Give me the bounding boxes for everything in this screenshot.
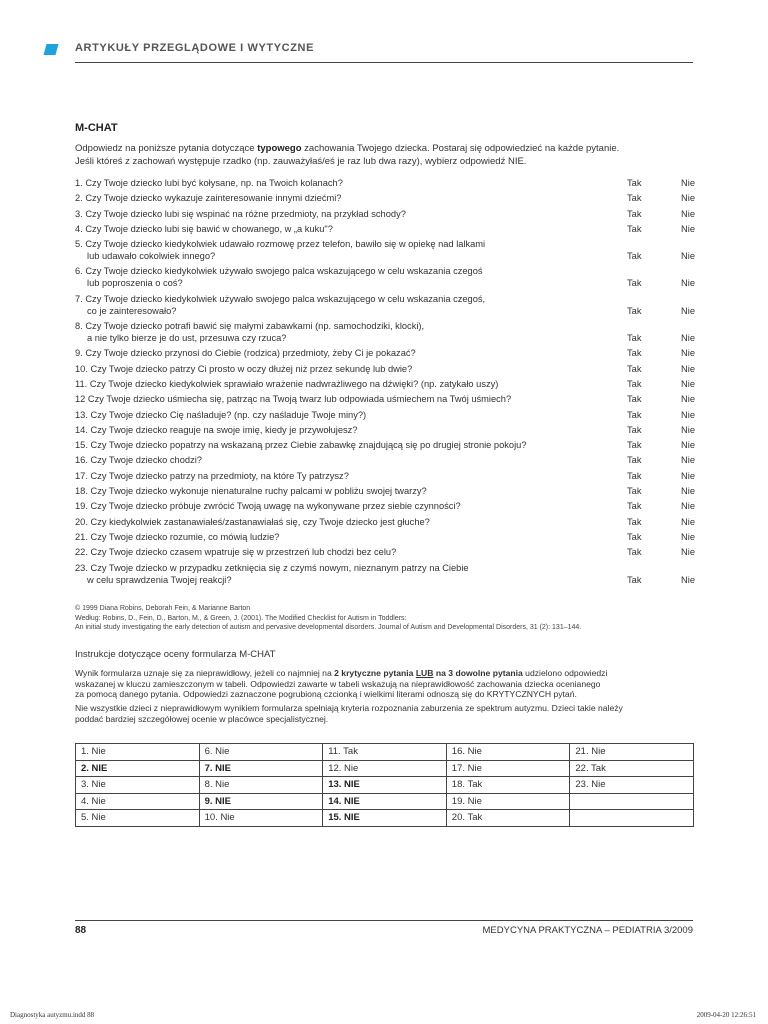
instr-bold-critical: 2 krytyczne pytania — [334, 668, 414, 678]
answer-key-cell: 19. Nie — [446, 793, 570, 810]
answer-yes[interactable]: Tak — [627, 278, 642, 289]
answer-yes[interactable]: Tak — [627, 178, 642, 188]
question-row — [75, 485, 695, 497]
answer-yes[interactable]: Tak — [627, 424, 642, 435]
question-text — [75, 265, 627, 289]
question-text — [75, 562, 627, 586]
answer-key-cell: 22. Tak — [570, 760, 694, 777]
question-row — [75, 363, 695, 375]
question-row — [75, 223, 695, 235]
instr2-line-2: poddać bardziej szczegółowej ocenie w placówce specjalistycznej. — [75, 713, 329, 724]
answer-yes[interactable]: Tak — [627, 394, 642, 405]
question-line-1: 17. Czy Twoje dziecko patrzy na przedmioty, na które Ty patrzysz? — [75, 470, 349, 481]
page-number: 88 — [75, 925, 87, 936]
answer-key-cell: 1. Nie — [76, 744, 200, 761]
question-text — [75, 393, 627, 405]
answer-yes[interactable]: Tak — [627, 223, 642, 234]
question-text — [75, 363, 627, 375]
question-text — [75, 192, 627, 204]
question-line-1: 6. Czy Twoje dziecko kiedykolwiek używało swojego palca wskazującego w celu wskazania czegoś — [75, 266, 483, 277]
answer-key-cell: 9. NIE — [199, 793, 323, 810]
answer-no[interactable]: Nie — [681, 378, 695, 389]
question-row — [75, 208, 695, 220]
instr2-line-1: Nie wszystkie dzieci z nieprawidłowym wynikiem formularza spełniają kryteria rozpoznania zaburzenia ze spektrum autyzmu. Dzieci takie należy — [75, 703, 623, 713]
question-row — [75, 293, 695, 317]
answer-no[interactable]: Nie — [681, 363, 695, 374]
answer-key-cell: 14. NIE — [323, 793, 447, 810]
intro-text-1: Odpowiedz na poniższe pytania dotyczące — [75, 143, 258, 154]
answer-key-cell — [570, 793, 694, 810]
question-line-2: a nie tylko bierze je do ust, przesuwa czy rzuca? — [87, 333, 287, 344]
answer-key-cell: 5. Nie — [76, 810, 200, 827]
question-line-1: 2. Czy Twoje dziecko wykazuje zainteresowanie innymi dziećmi? — [75, 193, 342, 204]
answer-key-row — [76, 760, 694, 777]
answer-no[interactable]: Nie — [681, 455, 695, 466]
question-row — [75, 546, 695, 558]
question-row — [75, 265, 695, 289]
mchat-intro — [75, 142, 695, 168]
intro-line-2: Jeśli któreś z zachowań występuje rzadko (np. zauważyłaś/eś je raz lub dwa razy), wybierz odpowiedź NIE. — [75, 156, 527, 167]
answer-no[interactable]: Nie — [681, 531, 695, 542]
answer-key-cell: 12. Nie — [323, 760, 447, 777]
answer-no[interactable]: Nie — [681, 348, 695, 359]
source-line-2: An initial study investigating the early detection of autism and pervasive developmental disorders. Journal of Autism and Developmental Disorders, 31 (2): 131–144. — [75, 624, 582, 631]
answer-key-cell: 20. Tak — [446, 810, 570, 827]
question-text — [75, 439, 627, 451]
header-rule — [75, 62, 693, 63]
question-line-1: 13. Czy Twoje dziecko Cię naśladuje? (np. czy naśladuje Twoje miny?) — [75, 409, 367, 420]
answer-yes[interactable]: Tak — [627, 251, 642, 262]
answer-key-cell: 13. NIE — [323, 777, 447, 794]
question-line-1: 23. Czy Twoje dziecko w przypadku zetknięcia się z czymś nowym, nieznanym patrzy na Ciebie — [75, 562, 469, 573]
question-row — [75, 192, 695, 204]
answer-no[interactable]: Nie — [681, 470, 695, 481]
question-text — [75, 177, 627, 189]
answer-key-cell: 16. Nie — [446, 744, 570, 761]
answer-no[interactable]: Nie — [681, 547, 695, 558]
question-text — [75, 320, 627, 344]
print-slug-timestamp: 2009-04-20 12:26:51 — [696, 1011, 756, 1019]
answer-key-cell: 17. Nie — [446, 760, 570, 777]
question-line-1: 1. Czy Twoje dziecko lubi być kołysane, np. na Twoich kolanach? — [75, 178, 343, 188]
answer-no[interactable]: Nie — [681, 574, 695, 585]
answer-key-cell: 3. Nie — [76, 777, 200, 794]
question-text — [75, 208, 627, 220]
intro-text-2: zachowania Twojego dziecka. Postaraj się odpowiedzieć na każde pytanie. — [301, 143, 620, 154]
answer-key-cell: 7. NIE — [199, 760, 323, 777]
instructions-paragraph-1 — [75, 668, 695, 700]
question-text — [75, 500, 627, 512]
instr-text-a: Wynik formularza uznaje się za nieprawidłowy, jeżeli co najmniej na — [75, 668, 335, 678]
section-marker — [44, 44, 59, 55]
question-text — [75, 293, 627, 317]
answer-no[interactable]: Nie — [681, 440, 695, 451]
question-row — [75, 516, 695, 528]
question-line-1: 16. Czy Twoje dziecko chodzi? — [75, 455, 202, 466]
intro-bold: typowego — [257, 143, 302, 154]
section-title: ARTYKUŁY PRZEGLĄDOWE I WYTYCZNE — [75, 42, 315, 54]
print-slug-file: Diagnostyka autyzmu.indd 88 — [10, 1011, 95, 1019]
question-line-1: 10. Czy Twoje dziecko patrzy Ci prosto w oczy dłużej niż przez sekundę lub dwie? — [75, 363, 413, 374]
question-line-1: 19. Czy Twoje dziecko próbuje zwrócić Twoją uwagę na wykonywane przez siebie czynności? — [75, 501, 461, 512]
answer-yes[interactable]: Tak — [627, 531, 642, 542]
question-line-2: lub poproszenia o coś? — [87, 278, 183, 289]
question-line-1: 8. Czy Twoje dziecko potrafi bawić się małymi zabawkami (np. samochodziki, klocki), — [75, 321, 425, 332]
answer-yes[interactable]: Tak — [627, 470, 642, 481]
answer-yes[interactable]: Tak — [627, 574, 642, 585]
answer-no[interactable]: Nie — [681, 178, 695, 188]
answer-no[interactable]: Nie — [681, 251, 695, 262]
instructions-title: Instrukcje dotyczące oceny formularza M-CHAT — [75, 649, 276, 660]
question-text — [75, 470, 627, 482]
question-row — [75, 424, 695, 436]
question-line-2: lub udawało cokolwiek innego? — [87, 251, 216, 262]
answer-no[interactable]: Nie — [681, 193, 695, 204]
question-line-1: 4. Czy Twoje dziecko lubi się bawić w chowanego, w „a kuku"? — [75, 223, 333, 234]
instr-line-2: wskazanej w kluczu zamieszczonym w tabeli. Odpowiedzi zawarte w tabeli wskazują na nieprawidłowość zachowania dziecka ocenianego — [75, 678, 601, 689]
source-line-1: Według: Robins, D., Fein, D., Barton, M., & Green, J. (2001). The Modified Checklist for Autism in Toddlers: — [75, 614, 407, 622]
answer-yes[interactable]: Tak — [627, 501, 642, 512]
answer-key-cell: 4. Nie — [76, 793, 200, 810]
footer-rule — [75, 920, 693, 921]
question-text — [75, 531, 627, 543]
question-row — [75, 454, 695, 466]
question-row — [75, 409, 695, 421]
question-text — [75, 454, 627, 466]
answer-yes[interactable]: Tak — [627, 363, 642, 374]
answer-no[interactable]: Nie — [681, 394, 695, 405]
question-row — [75, 393, 695, 405]
question-row — [75, 378, 695, 390]
answer-key-cell: 18. Tak — [446, 777, 570, 794]
question-line-1: 7. Czy Twoje dziecko kiedykolwiek używało swojego palca wskazującego w celu wskazania czegoś, — [75, 293, 486, 304]
answer-no[interactable]: Nie — [681, 278, 695, 289]
answer-key-row — [76, 793, 694, 810]
answer-yes[interactable]: Tak — [627, 378, 642, 389]
copyright-line: © 1999 Diana Robins, Deborah Fein, & Marianne Barton — [75, 605, 251, 612]
question-row — [75, 238, 695, 262]
answer-no[interactable]: Nie — [681, 516, 695, 527]
question-text — [75, 347, 627, 359]
question-row — [75, 177, 695, 189]
instr-line-3: za pomocą danego pytania. Odpowiedzi zaznaczone pogrubioną czcionką i wielkimi literami odnoszą się do KRYTYCZNYCH pytań. — [75, 689, 577, 699]
answer-yes[interactable]: Tak — [627, 516, 642, 527]
journal-name: MEDYCYNA PRAKTYCZNA – PEDIATRIA 3/2009 — [482, 925, 693, 936]
question-text — [75, 378, 627, 390]
answer-yes[interactable]: Tak — [627, 409, 642, 420]
question-line-1: 14. Czy Twoje dziecko reaguje na swoje imię, kiedy je przywołujesz? — [75, 424, 358, 435]
answer-yes[interactable]: Tak — [627, 348, 642, 359]
answer-key-row — [76, 777, 694, 794]
question-row — [75, 320, 695, 344]
question-text — [75, 223, 627, 235]
question-row — [75, 531, 695, 543]
answer-no[interactable]: Nie — [681, 424, 695, 435]
question-line-1: 12 Czy Twoje dziecko uśmiecha się, patrząc na Twoją twarz lub odpowiada uśmiechem na Twój uśmiech? — [75, 394, 512, 405]
answer-key-row — [76, 810, 694, 827]
instr-bold-any: na 3 dowolne pytania — [435, 668, 523, 678]
answer-key-cell: 6. Nie — [199, 744, 323, 761]
answer-yes[interactable]: Tak — [627, 208, 642, 219]
question-line-1: 18. Czy Twoje dziecko wykonuje nienaturalne ruchy palcami w pobliżu swojej twarzy? — [75, 486, 427, 497]
answer-no[interactable]: Nie — [681, 409, 695, 420]
question-line-1: 15. Czy Twoje dziecko popatrzy na wskazaną przez Ciebie zabawkę znajdującą się po drugiej stronie pokoju? — [75, 440, 527, 451]
answer-no[interactable]: Nie — [681, 208, 695, 219]
answer-yes[interactable]: Tak — [627, 305, 642, 316]
question-line-1: 3. Czy Twoje dziecko lubi się wspinać na różne przedmioty, na przykład schody? — [75, 208, 406, 219]
instructions-paragraph-2 — [75, 703, 695, 724]
question-row — [75, 562, 695, 586]
question-text — [75, 485, 627, 497]
answer-no[interactable]: Nie — [681, 333, 695, 344]
answer-key-cell: 8. Nie — [199, 777, 323, 794]
question-text — [75, 516, 627, 528]
instr-text-g: udzielono odpowiedzi — [522, 668, 608, 678]
question-text — [75, 546, 627, 558]
answer-no[interactable]: Nie — [681, 305, 695, 316]
answer-no[interactable]: Nie — [681, 501, 695, 512]
answer-key-cell — [570, 810, 694, 827]
answer-key-cell: 10. Nie — [199, 810, 323, 827]
copyright-block — [75, 604, 695, 633]
answer-no[interactable]: Nie — [681, 223, 695, 234]
question-row — [75, 470, 695, 482]
answer-no[interactable]: Nie — [681, 486, 695, 497]
mchat-title: M-CHAT — [75, 122, 118, 134]
question-row — [75, 347, 695, 359]
question-line-1: 11. Czy Twoje dziecko kiedykolwiek sprawiało wrażenie nadwrażliwego na dźwięki? (np. zatykało uszy) — [75, 378, 499, 389]
question-line-1: 9. Czy Twoje dziecko przynosi do Ciebie (rodzica) przedmioty, żeby Ci je pokazać? — [75, 348, 416, 359]
question-text — [75, 409, 627, 421]
question-line-1: 20. Czy kiedykolwiek zastanawiałeś/zastanawiałaś się, czy Twoje dziecko jest głuche? — [75, 516, 430, 527]
question-line-1: 21. Czy Twoje dziecko rozumie, co mówią ludzie? — [75, 531, 280, 542]
answer-key-table — [75, 743, 694, 827]
answer-key-cell: 2. NIE — [76, 760, 200, 777]
question-line-2: co je zainteresowało? — [87, 305, 177, 316]
answer-yes[interactable]: Tak — [627, 455, 642, 466]
question-text — [75, 424, 627, 436]
question-line-1: 5. Czy Twoje dziecko kiedykolwiek udawało rozmowę przez telefon, bawiło się w opiekę nad lalkami — [75, 239, 486, 250]
question-line-1: 22. Czy Twoje dziecko czasem wpatruje się w przestrzeń lub chodzi bez celu? — [75, 547, 397, 558]
answer-yes[interactable]: Tak — [627, 193, 642, 204]
question-list — [75, 177, 695, 589]
question-line-2: w celu sprawdzenia Twojej reakcji? — [87, 574, 232, 585]
answer-key-cell: 21. Nie — [570, 744, 694, 761]
question-row — [75, 500, 695, 512]
answer-key-cell: 15. NIE — [323, 810, 447, 827]
answer-yes[interactable]: Tak — [627, 547, 642, 558]
answer-key-cell: 11. Tak — [323, 744, 447, 761]
answer-yes[interactable]: Tak — [627, 486, 642, 497]
answer-yes[interactable]: Tak — [627, 440, 642, 451]
question-row — [75, 439, 695, 451]
question-text — [75, 238, 627, 262]
answer-key-cell: 23. Nie — [570, 777, 694, 794]
answer-yes[interactable]: Tak — [627, 333, 642, 344]
instr-or-underlined: LUB — [415, 668, 434, 678]
answer-key-row — [76, 744, 694, 761]
